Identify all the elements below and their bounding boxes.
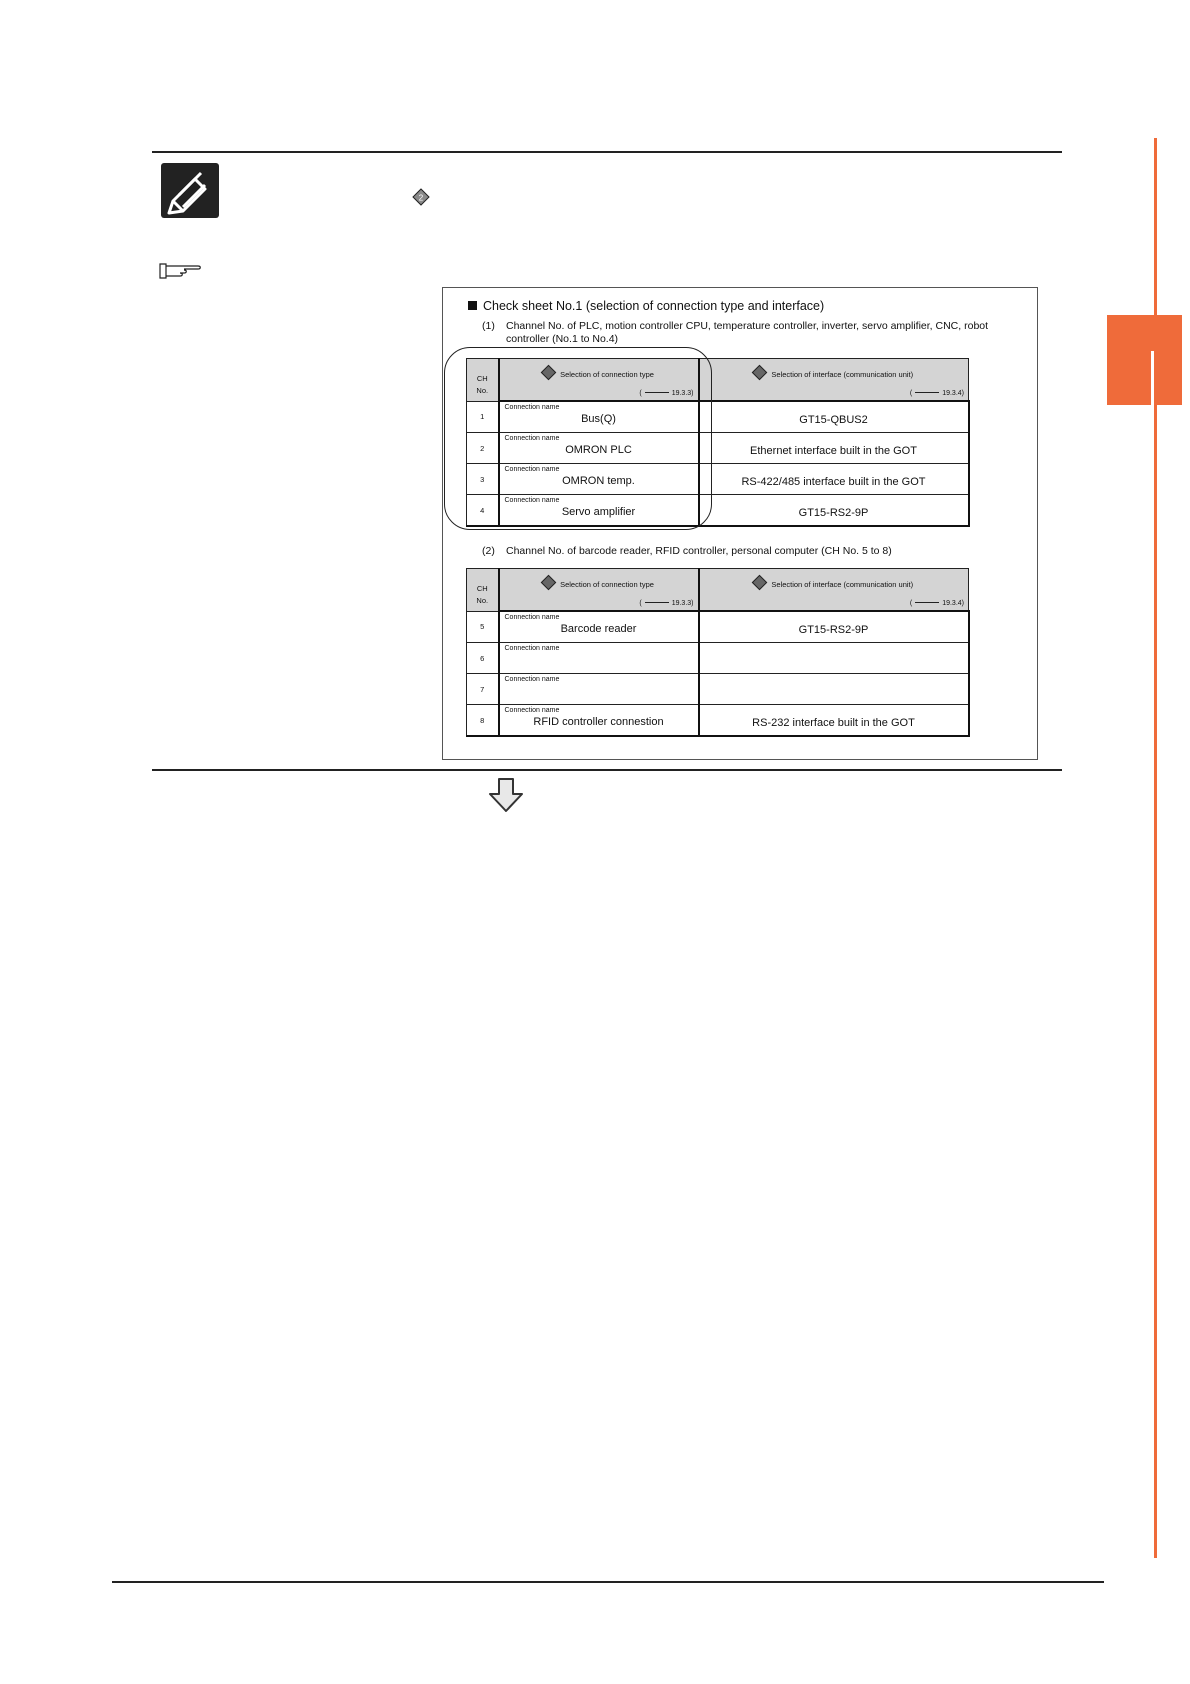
- interface-value: Ethernet interface built in the GOT: [750, 445, 917, 457]
- highlight-outline: [444, 347, 712, 530]
- section-2-number: (2): [482, 545, 495, 557]
- header-interface: Selection of interface (communication unit) ( 19.3.4): [699, 569, 969, 612]
- section-2-text: (2) Channel No. of barcode reader, RFID controller, personal computer (CH No. 5 to 8): [482, 545, 892, 557]
- table-row: 6 Connection name: [467, 643, 969, 674]
- check-sheet-title: Check sheet No.1 (selection of connection type and interface): [468, 299, 824, 313]
- svg-text:2: 2: [418, 193, 424, 203]
- connection-name-value: Bus(Q): [581, 413, 616, 425]
- header-connection-type: Selection of connection type ( 19.3.3): [499, 359, 699, 402]
- interface-value: GT15-RS2-9P: [798, 507, 869, 519]
- table-row: 5 Connection name Barcode reader GT15-RS2-9P: [467, 611, 969, 643]
- connection-name-value: Barcode reader: [560, 623, 637, 635]
- top-rule: [152, 151, 1062, 153]
- table-row: 7 Connection name: [467, 674, 969, 705]
- pointing-hand-icon: [158, 260, 204, 280]
- footer-rule: [112, 1581, 1104, 1583]
- table-row: 8 Connection name RFID controller connestion RS-232 interface built in the GOT: [467, 705, 969, 737]
- section-1-number: (1): [482, 320, 495, 332]
- pencil-icon: [161, 163, 219, 218]
- connection-name-value: RFID controller connestion: [533, 716, 664, 728]
- diamond-2-icon: [752, 365, 768, 381]
- chapter-tab: [1107, 315, 1182, 405]
- table-row: 4 Connection name Servo amplifier GT15-RS2-9P: [467, 495, 969, 527]
- header-ch: CH No.: [467, 569, 499, 612]
- header-ch: CH No.: [467, 359, 499, 402]
- diamond-2-icon: [752, 575, 768, 591]
- diamond-2-icon: [412, 188, 430, 206]
- middle-rule: [152, 769, 1062, 771]
- connection-name-value: OMRON PLC: [565, 444, 632, 456]
- table-row: 1 Connection name Bus(Q) GT15-QBUS2: [467, 401, 969, 433]
- header-interface: Selection of interface (communication unit) ( 19.3.4): [699, 359, 969, 402]
- diamond-1-icon: [541, 575, 557, 591]
- connection-name-value: OMRON temp.: [562, 475, 635, 487]
- down-arrow-icon: [488, 777, 524, 813]
- interface-value: RS-422/485 interface built in the GOT: [741, 476, 926, 488]
- connection-name-value: Servo amplifier: [561, 506, 636, 518]
- check-table-2: [466, 568, 970, 737]
- table-row: 2 Connection name OMRON PLC Ethernet interface built in the GOT: [467, 433, 969, 464]
- header-connection-type: Selection of connection type ( 19.3.3): [499, 569, 699, 612]
- interface-value: GT15-QBUS2: [799, 414, 868, 426]
- interface-value: GT15-RS2-9P: [798, 624, 869, 636]
- section-1-text: (1) Channel No. of PLC, motion controller CPU, temperature controller, inverter, servo amplifier, CNC, robot controller (No.1 to No.4): [482, 320, 989, 345]
- table-row: 3 Connection name OMRON temp. RS-422/485 interface built in the GOT: [467, 464, 969, 495]
- interface-value: RS-232 interface built in the GOT: [752, 717, 915, 729]
